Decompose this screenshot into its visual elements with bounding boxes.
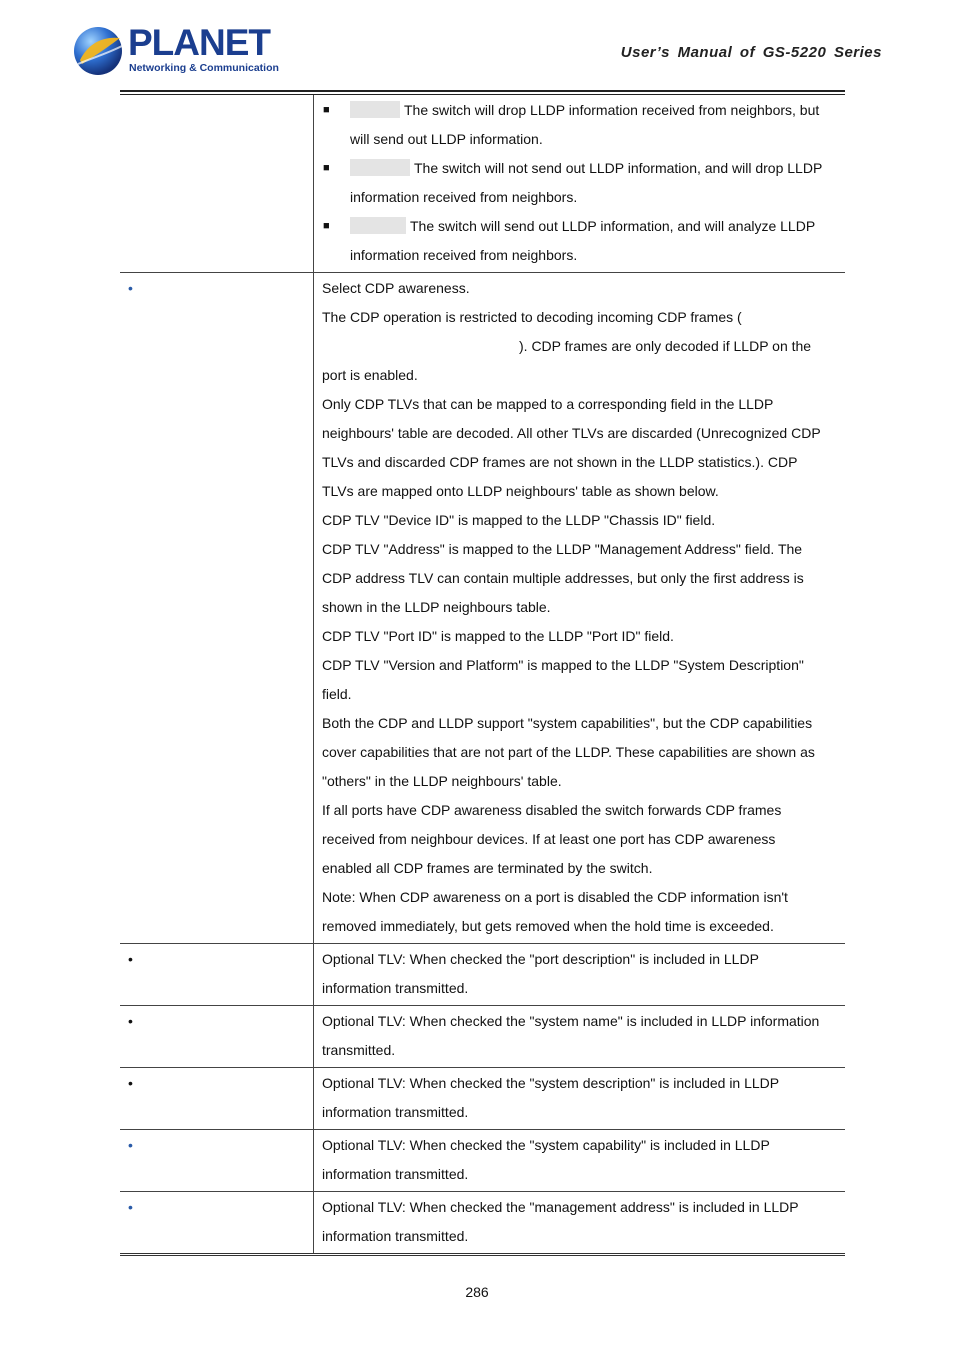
object-cell bbox=[120, 944, 314, 1006]
square-bullet-icon: ■ bbox=[323, 220, 330, 232]
mode-label-placeholder bbox=[350, 159, 410, 176]
desc-line: Optional TLV: When checked the "port description" is included in LLDP bbox=[322, 951, 759, 967]
mode-label-placeholder bbox=[350, 101, 400, 118]
desc-line: neighbours' table are decoded. All other TLVs are discarded (Unrecognized CDP bbox=[322, 425, 821, 441]
bullet-dot: • bbox=[128, 1013, 133, 1029]
desc-line: removed immediately, but gets removed when the hold time is exceeded. bbox=[322, 918, 774, 934]
bullet-text: The switch will drop LLDP information received from neighbors, but bbox=[404, 102, 820, 118]
table-row-port-descr bbox=[120, 944, 845, 1006]
object-cell bbox=[120, 1130, 314, 1192]
square-bullet-icon: ■ bbox=[323, 162, 330, 174]
desc-line: shown in the LLDP neighbours table. bbox=[322, 599, 551, 615]
desc-line: transmitted. bbox=[322, 1042, 396, 1058]
desc-line: The CDP operation is restricted to decoding incoming CDP frames ( bbox=[322, 309, 742, 325]
bullet-text: The switch will not send out LLDP information, and will drop LLDP bbox=[414, 160, 823, 176]
description-cell bbox=[314, 944, 846, 1006]
desc-line: Optional TLV: When checked the "system name" is included in LLDP information bbox=[322, 1013, 820, 1029]
object-cell bbox=[120, 1006, 314, 1068]
desc-line: Optional TLV: When checked the "management address" is included in LLDP bbox=[322, 1199, 799, 1215]
manual-title: User’s Manual of GS-5220 Series bbox=[620, 44, 882, 61]
description-cell bbox=[314, 1006, 846, 1068]
desc-line: CDP TLV "Device ID" is mapped to the LLDP "Chassis ID" field. bbox=[322, 512, 716, 528]
bullet-dot: • bbox=[128, 1137, 133, 1153]
object-cell bbox=[120, 1192, 314, 1255]
desc-line: field. bbox=[322, 686, 352, 702]
desc-line: information transmitted. bbox=[322, 980, 469, 996]
bullet-dot: • bbox=[128, 1075, 133, 1091]
desc-line: Optional TLV: When checked the "system description" is included in LLDP bbox=[322, 1075, 780, 1091]
object-cell bbox=[120, 1068, 314, 1130]
desc-line: Select CDP awareness. bbox=[322, 280, 470, 296]
page-number: 286 bbox=[465, 1284, 489, 1300]
mode-label-placeholder bbox=[350, 217, 406, 234]
desc-line: CDP address TLV can contain multiple addresses, but only the first address is bbox=[322, 570, 804, 586]
desc-line: port is enabled. bbox=[322, 367, 418, 383]
header-rule bbox=[120, 90, 845, 92]
desc-line: TLVs and discarded CDP frames are not shown in the LLDP statistics.). CDP bbox=[322, 454, 798, 470]
list-item bbox=[322, 154, 845, 212]
desc-line: Note: When CDP awareness on a port is disabled the CDP information isn't bbox=[322, 889, 788, 905]
description-cell bbox=[314, 1068, 846, 1130]
table-row-lldp-mode bbox=[120, 95, 845, 273]
desc-line: received from neighbour devices. If at least one port has CDP awareness bbox=[322, 831, 776, 847]
desc-line: enabled all CDP frames are terminated by the switch. bbox=[322, 860, 653, 876]
bullet-dot: • bbox=[128, 280, 133, 296]
description-cell bbox=[314, 95, 846, 273]
description-cell bbox=[314, 273, 846, 944]
table-row-sys-descr bbox=[120, 1068, 845, 1130]
logo-wordmark: PLANET bbox=[128, 22, 270, 63]
desc-line: information transmitted. bbox=[322, 1166, 469, 1182]
globe-icon bbox=[72, 24, 126, 78]
bullet-dot: • bbox=[128, 951, 133, 967]
list-item bbox=[322, 212, 845, 270]
parameter-table bbox=[120, 95, 845, 1256]
table-row-sys-capa bbox=[120, 1130, 845, 1192]
desc-line: cover capabilities that are not part of the LLDP. These capabilities are shown as bbox=[322, 744, 815, 760]
desc-line: CDP TLV "Address" is mapped to the LLDP "Management Address" field. The bbox=[322, 541, 803, 557]
logo-tagline: Networking & Communication bbox=[129, 62, 279, 74]
square-bullet-icon: ■ bbox=[323, 104, 330, 116]
description-cell bbox=[314, 1192, 846, 1255]
bullet-text: information received from neighbors. bbox=[350, 247, 578, 263]
bullet-text: The switch will send out LLDP information, and will analyze LLDP bbox=[410, 218, 816, 234]
object-cell bbox=[120, 95, 314, 273]
object-cell bbox=[120, 273, 314, 944]
bullet-dot: • bbox=[128, 1199, 133, 1215]
desc-line: If all ports have CDP awareness disabled the switch forwards CDP frames bbox=[322, 802, 782, 818]
table-row-sys-name bbox=[120, 1006, 845, 1068]
desc-line: information transmitted. bbox=[322, 1104, 469, 1120]
desc-line: "others" in the LLDP neighbours' table. bbox=[322, 773, 562, 789]
desc-line bbox=[322, 332, 845, 361]
list-item bbox=[322, 96, 845, 154]
table-row-mgmt-addr bbox=[120, 1192, 845, 1255]
desc-line: Both the CDP and LLDP support "system capabilities", but the CDP capabilities bbox=[322, 715, 813, 731]
bullet-text: will send out LLDP information. bbox=[350, 131, 543, 147]
table-row-cdp-aware bbox=[120, 273, 845, 944]
description-cell bbox=[314, 1130, 846, 1192]
planet-logo bbox=[72, 22, 279, 78]
desc-line: CDP TLV "Port ID" is mapped to the LLDP "Port ID" field. bbox=[322, 628, 674, 644]
desc-line-text: ). CDP frames are only decoded if LLDP on the bbox=[519, 338, 812, 354]
desc-line: CDP TLV "Version and Platform" is mapped to the LLDP "System Description" bbox=[322, 657, 804, 673]
desc-line: TLVs are mapped onto LLDP neighbours' table as shown below. bbox=[322, 483, 719, 499]
desc-line: Only CDP TLVs that can be mapped to a corresponding field in the LLDP bbox=[322, 396, 774, 412]
desc-line: information transmitted. bbox=[322, 1228, 469, 1244]
desc-line: Optional TLV: When checked the "system capability" is included in LLDP bbox=[322, 1137, 770, 1153]
bullet-text: information received from neighbors. bbox=[350, 189, 578, 205]
